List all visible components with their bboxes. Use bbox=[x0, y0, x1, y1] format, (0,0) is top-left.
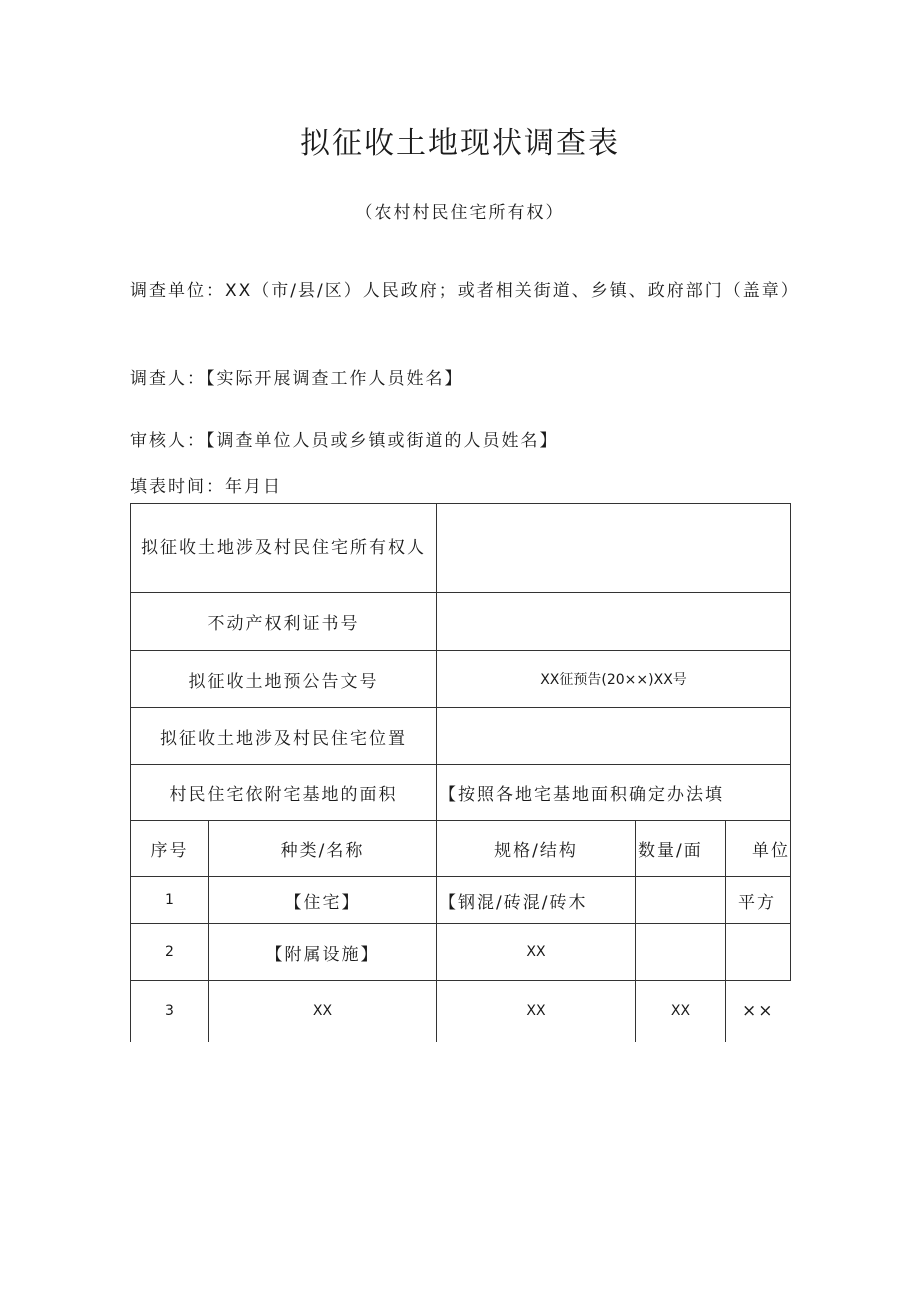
cert-label: 不动产权利证书号 bbox=[131, 593, 437, 651]
page-title: 拟征收土地现状调查表 bbox=[300, 126, 620, 161]
row-type: 【附属设施】 bbox=[209, 924, 437, 981]
notice-label: 拟征收土地预公告文号 bbox=[131, 651, 437, 708]
fill-date: 填表时间：年月日 bbox=[130, 477, 282, 497]
row-unit bbox=[726, 924, 791, 981]
row-spec: XX bbox=[437, 981, 636, 1042]
header-type: 种类/名称 bbox=[209, 821, 437, 877]
row-qty bbox=[636, 924, 726, 981]
area-label: 村民住宅依附宅基地的面积 bbox=[131, 765, 437, 821]
table-row bbox=[131, 504, 791, 593]
table-row bbox=[131, 981, 791, 1042]
header-no: 序号 bbox=[131, 821, 209, 877]
header-unit: 单位 bbox=[726, 821, 791, 877]
header-qty: 数量/面 bbox=[636, 821, 726, 877]
owner-value bbox=[437, 504, 791, 593]
table-row bbox=[131, 924, 791, 981]
header-spec: 规格/结构 bbox=[437, 821, 636, 877]
table-row bbox=[131, 708, 791, 765]
location-label: 拟征收土地涉及村民住宅位置 bbox=[131, 708, 437, 765]
row-no: 2 bbox=[131, 924, 209, 981]
survey-table bbox=[130, 503, 791, 1042]
row-type: 【住宅】 bbox=[209, 877, 437, 924]
owner-label: 拟征收土地涉及村民住宅所有权人 bbox=[131, 504, 437, 593]
row-qty bbox=[636, 877, 726, 924]
survey-unit: 调查单位：XX（市/县/区）人民政府；或者相关街道、乡镇、政府部门（盖章） bbox=[130, 281, 800, 301]
page-subtitle: （农村村民住宅所有权） bbox=[355, 203, 565, 223]
row-type: XX bbox=[209, 981, 437, 1042]
notice-value: XX征预告(20××)XX号 bbox=[437, 651, 791, 708]
table-row bbox=[131, 593, 791, 651]
row-unit: 平方 bbox=[726, 877, 791, 924]
row-unit: ×× bbox=[726, 981, 791, 1042]
table-header-row bbox=[131, 821, 791, 877]
table-row bbox=[131, 651, 791, 708]
row-spec: 【钢混/砖混/砖木 bbox=[437, 877, 636, 924]
table-row bbox=[131, 765, 791, 821]
cert-value bbox=[437, 593, 791, 651]
row-no: 1 bbox=[131, 877, 209, 924]
row-spec: XX bbox=[437, 924, 636, 981]
table-row bbox=[131, 877, 791, 924]
reviewer: 审核人：【调查单位人员或乡镇或街道的人员姓名】 bbox=[130, 431, 559, 451]
row-qty: XX bbox=[636, 981, 726, 1042]
area-value: 【按照各地宅基地面积确定办法填 bbox=[437, 765, 791, 821]
row-no: 3 bbox=[131, 981, 209, 1042]
location-value bbox=[437, 708, 791, 765]
surveyor: 调查人：【实际开展调查工作人员姓名】 bbox=[130, 369, 464, 389]
